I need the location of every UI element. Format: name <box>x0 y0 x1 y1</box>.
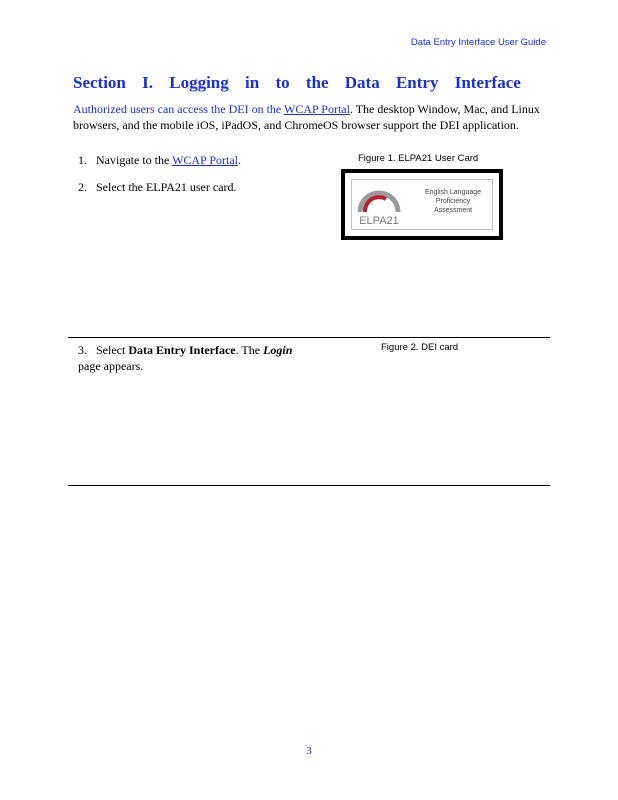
tagline-line: Assessment <box>433 207 473 214</box>
logo-brand-text: ELPA21 <box>359 215 399 226</box>
elpa21-logo-icon <box>356 186 402 226</box>
elpa21-card-inner <box>351 179 493 230</box>
page-number: 3 <box>306 745 312 757</box>
section-title: Section I. Logging in to the Data Entry Interface <box>73 73 521 92</box>
section-divider <box>68 485 550 486</box>
step-text: Select <box>96 343 129 357</box>
step-number: 3. <box>78 343 87 357</box>
intro-rest: . The desktop Window, Mac, and Linux browsers, and the mobile iOS, iPadOS, and ChromeOS browser support the DEI application. <box>73 102 540 132</box>
intro-lead: Authorized users can access the DEI on the <box>73 102 285 116</box>
step-3 <box>78 342 308 374</box>
step-text: Select the ELPA21 user card. <box>96 180 237 194</box>
section-divider <box>68 337 550 338</box>
step-text: . The <box>235 343 264 357</box>
figure-1-caption: Figure 1. ELPA21 User Card <box>358 153 479 164</box>
step-number: 1. <box>78 153 87 167</box>
intro-paragraph <box>73 101 548 133</box>
step-period: . <box>237 153 241 167</box>
logo-tagline <box>412 188 494 215</box>
step-text: page appears. <box>78 359 144 373</box>
tagline-line: English Language <box>424 189 482 196</box>
login-term: Login <box>263 343 293 357</box>
step-number: 2. <box>78 180 87 194</box>
step-2 <box>78 179 237 195</box>
tagline-line: Proficiency <box>435 198 471 205</box>
step-text: Navigate to the <box>96 153 173 167</box>
wcap-portal-link-intro[interactable]: WCAP Portal <box>284 102 350 116</box>
step-1 <box>78 152 241 168</box>
elpa21-user-card[interactable] <box>341 169 503 240</box>
dei-term: Data Entry Interface <box>128 343 236 357</box>
wcap-portal-link-step[interactable]: WCAP Portal <box>172 153 238 167</box>
figure-2-caption: Figure 2. DEI card <box>381 342 459 353</box>
running-header: Data Entry Interface User Guide <box>410 37 546 48</box>
